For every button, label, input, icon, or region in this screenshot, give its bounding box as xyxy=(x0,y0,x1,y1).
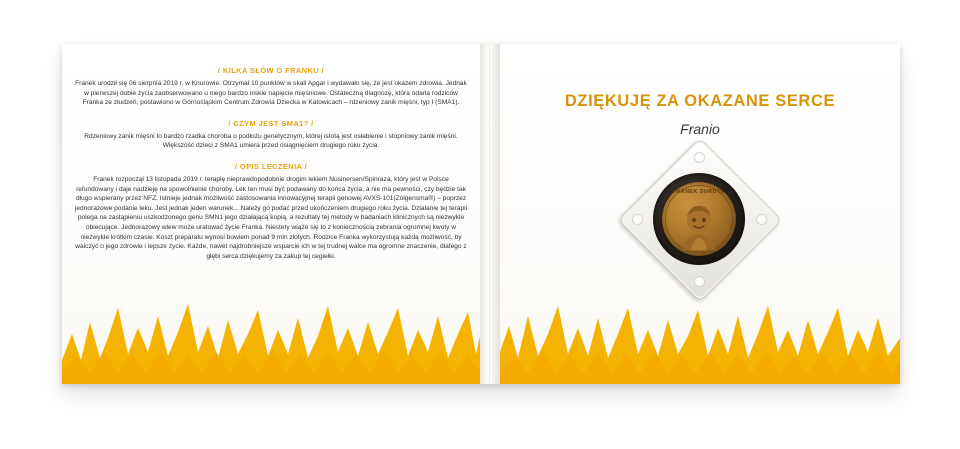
section-body-treatment: Franek rozpoczął 13 listopada 2019 r. terapię nieprawdopodobnie drogim lekiem Nusinersen/Spinraza, który jest w Polsce refundowany i daje nadzieję na spowolnienie choroby. Lek ten musi być podawany do końca życia, a nie ma pewności, czy będzie tak długo wspierany przez NFZ. Istnieje jednak możliwość zastosowania innowacyjnej terapii genowej AVXS-101(Zolgensma®) – poprzez jednorazowe podanie leku. Jest jednak jeden warunek... Należy go podać przed ukończeniem drugiego roku życia. Działanie tej terapii polega na zastąpieniu uszkodzonego genu SMN1 jego działającą kopią, a rezultaty tej metody w badaniach klinicznych są niezwykle obiecujące. Jednorazowy wlew może uratować życie Franka. Niestety wiąże się to z koniecznością zebrania ogromnej kwoty w niezwykle krótkim czasie. Koszt preparatu wynosi bowiem ponad 9 mln złotych. Rodzice Franka wykorzystują każdą możliwość, by walczyć o jego zdrowie i lepsze życie. Każde, nawet najdrobniejsze wsparcie ich w tej trudnej walce ma ogromne znaczenie, dlatego z głębi serca dziękujemy za zakup tej cegiełki. xyxy=(74,175,468,260)
thank-you-signature: Franio xyxy=(680,121,720,137)
card-spine-fold xyxy=(480,44,500,384)
left-panel-text xyxy=(74,66,468,272)
section-heading-treatment: / OPIS LECZENIA / xyxy=(234,161,308,171)
capsule-clip-left xyxy=(632,214,643,225)
thank-you-title: DZIĘKUJĘ ZA OKAZANE SERCE xyxy=(564,92,836,110)
coin-capsule-wrapper xyxy=(624,144,774,294)
card-right-panel xyxy=(500,44,900,384)
section-body-about-franek: Franek urodził się 06 sierpnia 2019 r. w Knurowie. Otrzymał 10 punktów w skali Apgar i wydawało się, że jest okazem zdrowia. Jednak w pierwszej dobie życia zaobserwowano u niego bardzo niskie napięcie mięśniowe. Ostateczną diagnozę, która odarła rodziców Franka ze złudzeń, postawiono w Górnośląskim Centrum Zdrowia Dziecka w Katowicach – rdzeniowy zanik mięśni, typ I (SMA1). xyxy=(75,80,467,107)
capsule-clip-right xyxy=(756,214,767,225)
capsule-clip-top xyxy=(694,152,705,163)
folded-charity-card xyxy=(62,44,900,384)
decorative-yellow-grass-left xyxy=(62,264,480,384)
coin-legend-text: FRANEK SURDYK xyxy=(672,189,726,195)
capsule-clip-bottom xyxy=(694,276,705,287)
spine-crease-line xyxy=(489,44,490,384)
card-left-panel xyxy=(62,44,480,384)
coin-child-portrait-icon xyxy=(677,202,721,250)
section-heading-about-franek: / KILKA SŁÓW O FRANKU / xyxy=(217,66,325,75)
section-heading-what-is-sma1: / CZYM JEST SMA1? / xyxy=(228,118,314,128)
section-body-what-is-sma1: Rdzeniowy zanik mięśni to bardzo rzadka choroba o podłożu genetycznym, której istotą jest osłabienie i stopniowy zanik mięśni. Większość dzieci z SMA1 umiera przed osiągnięciem drugiego roku życia. xyxy=(84,132,458,150)
thank-you-block xyxy=(500,92,900,137)
commemorative-coin xyxy=(662,182,736,256)
